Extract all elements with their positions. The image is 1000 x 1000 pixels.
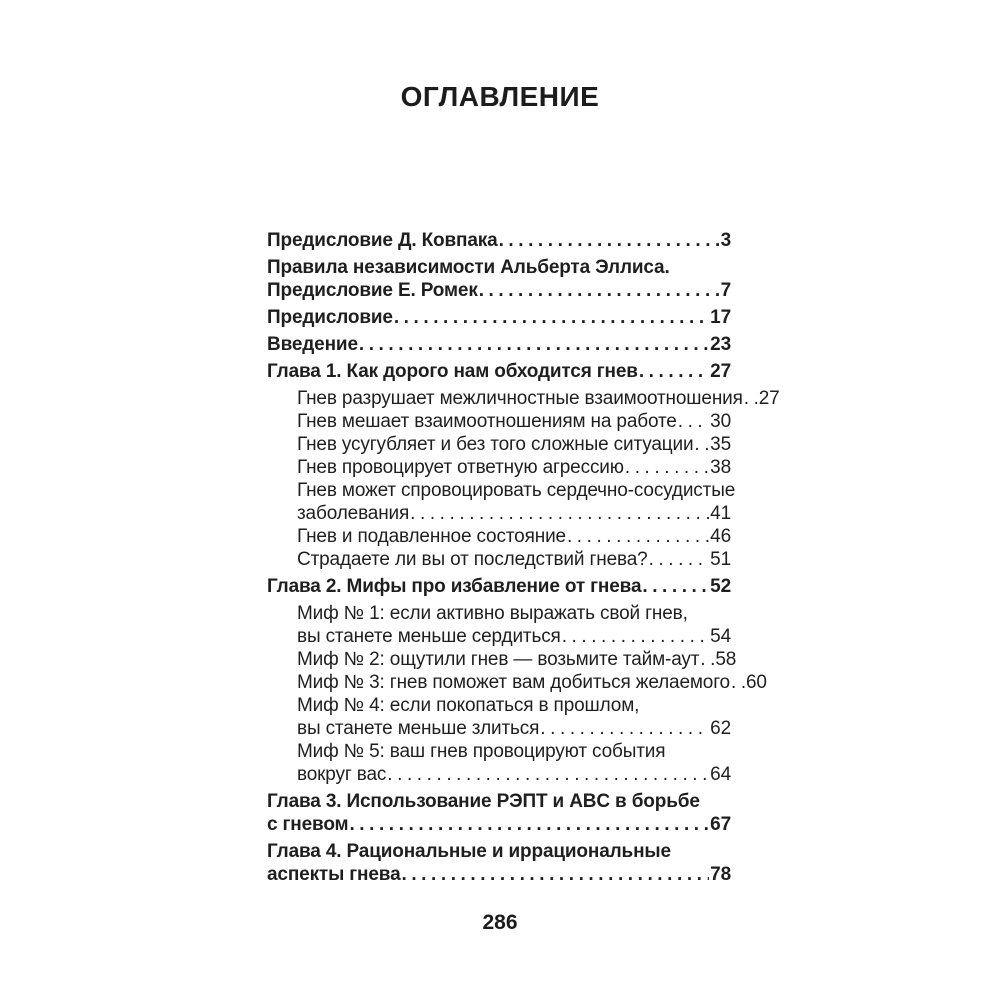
toc-entry-text: Гнев и подавленное состояние — [297, 526, 566, 547]
dot-leader — [639, 360, 709, 383]
toc-entry-text: Гнев усугубляет и без того сложные ситуации — [297, 434, 694, 455]
toc-entry — [267, 387, 780, 410]
dot-leader — [649, 548, 710, 571]
dot-leader — [387, 763, 709, 786]
toc-entry-text: Миф № 2: ощутили гнев — возьмите тайм-аут — [297, 649, 700, 670]
toc-entry-text: Глава 3. Использование РЭПТ и ABC в борьбе — [267, 791, 700, 812]
toc-entry-text: аспекты гнева — [267, 864, 401, 885]
dot-leader — [678, 410, 709, 433]
toc-entry-text: Миф № 5: ваш гнев провоцируют события — [297, 741, 666, 762]
toc-entry — [267, 648, 737, 671]
toc-entry-page: 46 — [710, 526, 731, 547]
page-number: 286 — [482, 911, 518, 934]
toc-entry — [267, 525, 731, 548]
toc-entry — [267, 306, 731, 329]
toc-entry-text: Введение — [267, 334, 358, 355]
toc-entry — [267, 433, 731, 456]
dot-leader — [625, 456, 709, 479]
toc-entry-text: заболевания — [297, 503, 410, 524]
toc-entry — [267, 479, 736, 525]
dot-leader — [359, 333, 709, 356]
toc-entry-text: Правила независимости Альберта Эллиса. — [267, 257, 670, 278]
toc-entry-text: Миф № 1: если активно выражать свой гнев, — [297, 603, 688, 624]
dot-leader — [499, 229, 720, 252]
toc-entry — [267, 456, 731, 479]
toc-entry-text: Глава 1. Как дорого нам обходится гнев — [267, 361, 638, 382]
toc-entry — [267, 840, 731, 886]
dot-leader — [394, 306, 709, 329]
toc-entry-text: Гнев мешает взаимоотношениям на работе — [297, 411, 677, 432]
toc-entry-page: 27 — [758, 388, 780, 409]
dot-leader — [349, 813, 709, 836]
toc-entry-page: 3 — [720, 230, 731, 251]
toc-entry — [267, 694, 731, 740]
toc-entry-page: 51 — [710, 549, 731, 570]
toc-entry — [267, 790, 731, 836]
toc-entry-text: с гневом — [267, 814, 349, 835]
toc-entry-page: 54 — [710, 626, 731, 647]
toc-entry-page: 7 — [720, 280, 731, 301]
toc-entry — [267, 548, 731, 571]
toc-entry-page: 38 — [710, 457, 731, 478]
toc-entry-page: 35 — [710, 434, 731, 455]
toc-entry-page: 58 — [715, 649, 737, 670]
table-of-contents — [267, 229, 780, 890]
toc-entry-page: 78 — [710, 864, 731, 885]
toc-entry-text: Предисловие — [267, 307, 393, 328]
toc-entry-text: Предисловие Е. Ромек — [267, 280, 478, 301]
toc-entry-text: Глава 4. Рациональные и иррациональные — [267, 841, 671, 862]
toc-entry — [267, 360, 731, 383]
toc-entry-text: Гнев может спровоцировать сердечно-сосудистые — [297, 480, 736, 501]
toc-entry-page: 60 — [745, 672, 767, 693]
toc-entry-page: 30 — [710, 411, 731, 432]
dot-leader — [562, 625, 709, 648]
dot-leader — [479, 279, 720, 302]
toc-entry-page: 41 — [710, 503, 731, 524]
dot-leader — [731, 671, 745, 694]
toc-entry-text: Гнев провоцирует ответную агрессию — [297, 457, 624, 478]
dot-leader — [402, 863, 710, 886]
toc-entry — [267, 740, 731, 786]
dot-leader — [694, 433, 709, 456]
toc-entry-page: 23 — [710, 334, 731, 355]
toc-entry-text: Миф № 4: если покопаться в прошлом, — [297, 695, 640, 716]
toc-entry — [267, 671, 767, 694]
page-title: ОГЛАВЛЕНИЕ — [400, 81, 600, 112]
toc-entry-page: 27 — [710, 361, 731, 382]
toc-entry-page: 67 — [710, 814, 731, 835]
toc-entry-text: вы станете меньше злиться — [297, 718, 540, 739]
toc-entry-text: Предисловие Д. Ковпака — [267, 230, 498, 251]
toc-entry-page: 62 — [710, 718, 731, 739]
toc-entry-text: Гнев разрушает межличностные взаимоотношения — [297, 388, 743, 409]
toc-entry — [267, 229, 731, 252]
toc-entry — [267, 333, 731, 356]
dot-leader — [567, 525, 709, 548]
toc-entry — [267, 602, 731, 648]
toc-entry-page: 17 — [710, 307, 731, 328]
toc-entry-text: вокруг вас — [297, 764, 387, 785]
toc-entry-page: 52 — [710, 576, 731, 597]
dot-leader — [700, 648, 714, 671]
toc-entry — [267, 256, 731, 302]
toc-entry-text: Миф № 3: гнев поможет вам добиться желаемого — [297, 672, 730, 693]
dot-leader — [540, 717, 709, 740]
toc-entry-text: вы станете меньше сердиться — [297, 626, 561, 647]
toc-entry — [267, 410, 731, 433]
toc-entry-text: Страдаете ли вы от последствий гнева? — [297, 549, 648, 570]
dot-leader — [410, 502, 709, 525]
toc-entry-text: Глава 2. Мифы про избавление от гнева — [267, 576, 642, 597]
toc-entry-page: 64 — [710, 764, 731, 785]
dot-leader — [642, 575, 709, 598]
toc-entry — [267, 575, 731, 598]
dot-leader — [744, 387, 758, 410]
